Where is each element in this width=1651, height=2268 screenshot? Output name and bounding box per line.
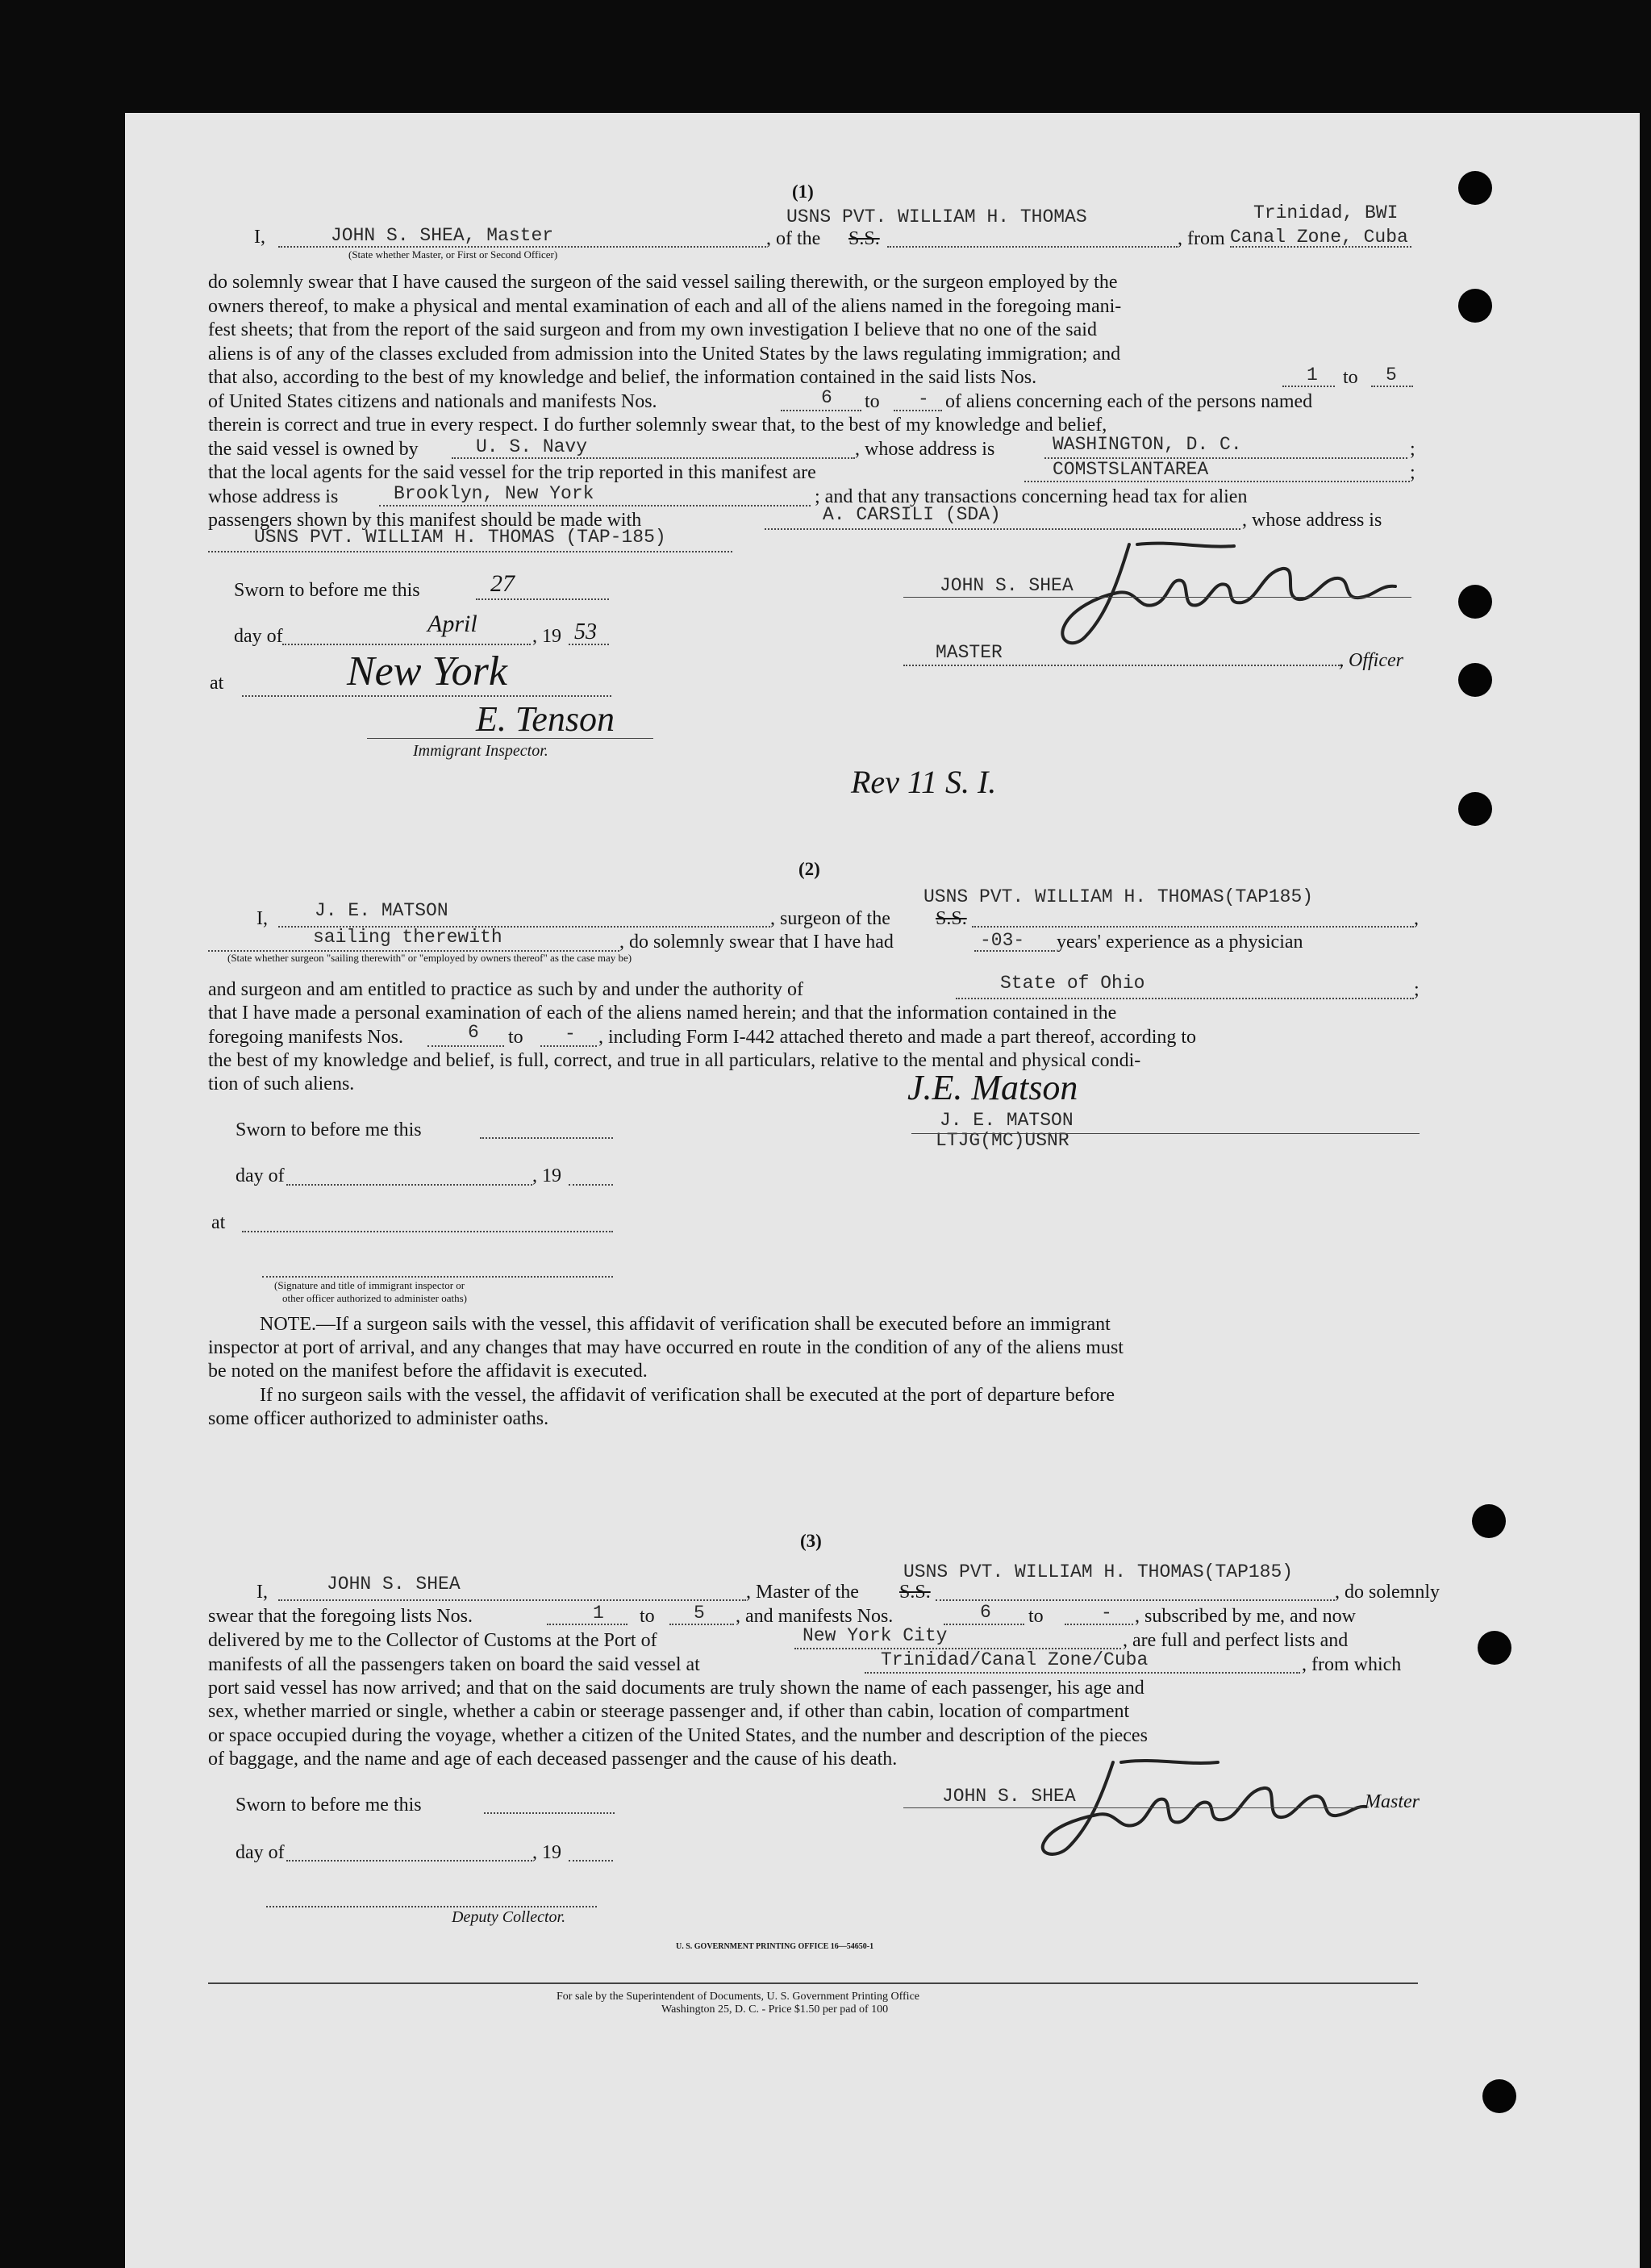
- blank-line: [1024, 481, 1410, 482]
- s3-l2-a: swear that the foregoing lists Nos.: [208, 1606, 473, 1627]
- s3-to-2: to: [1028, 1606, 1044, 1627]
- blank-line: [887, 246, 1178, 248]
- s2-manifests-from: 6: [468, 1022, 479, 1043]
- s2-manifests-to: -: [565, 1024, 576, 1044]
- s1-body-line: whose address is: [208, 486, 339, 507]
- s1-officer: , Officer: [1339, 650, 1403, 671]
- master-signature: [1040, 528, 1403, 657]
- s3-vessel: USNS PVT. WILLIAM H. THOMAS(TAP185): [903, 1561, 1294, 1582]
- s3-lists-to: 5: [694, 1603, 705, 1624]
- s1-whose-address-2: , whose address is: [1242, 510, 1382, 531]
- section-3-number: (3): [800, 1531, 822, 1551]
- sale-line-1: For sale by the Superintendent of Documents, U. S. Government Printing Office: [557, 1991, 919, 2003]
- s3-l2-c: , subscribed by me, and now: [1135, 1606, 1356, 1627]
- s2-ss: S.S.: [936, 908, 967, 929]
- s2-note-3: be noted on the manifest before the affidavit is executed.: [208, 1361, 648, 1382]
- s1-from: , from: [1178, 228, 1225, 249]
- blank-line: [974, 950, 1055, 952]
- s1-headtax-agent: A. CARSILI (SDA): [823, 504, 1001, 525]
- s2-surgeon-name: J. E. MATSON: [315, 900, 448, 921]
- s2-years-tail: years' experience as a physician: [1057, 932, 1303, 953]
- s2-authority: State of Ohio: [1000, 973, 1145, 994]
- s1-headtax-address: USNS PVT. WILLIAM H. THOMAS (TAP-185): [254, 527, 666, 548]
- s2-signer: J. E. MATSON: [940, 1110, 1074, 1131]
- s2-to: to: [508, 1027, 523, 1048]
- s3-I: I,: [256, 1582, 268, 1603]
- semicolon: ;: [1410, 462, 1415, 483]
- s2-body-2: , including Form I-442 attached thereto and made a part thereof, according to: [598, 1027, 1197, 1048]
- s1-body-line: the said vessel is owned by: [208, 439, 419, 460]
- s2-body-4: tion of such aliens.: [208, 1074, 355, 1094]
- s2-sworn: Sworn to before me this: [236, 1119, 422, 1140]
- s1-owner: U. S. Navy: [476, 436, 588, 457]
- s1-owner-address: WASHINGTON, D. C.: [1053, 434, 1242, 455]
- s3-l3-a: delivered by me to the Collector of Customs at the Port of: [208, 1630, 657, 1651]
- s1-inspector-signature: E. Tenson: [476, 699, 615, 739]
- s2-note-1: NOTE.—If a surgeon sails with the vessel, this affidavit of verification shall be executed before an immigrant: [260, 1314, 1111, 1335]
- s1-state-note: (State whether Master, or First or Second Officer): [348, 248, 558, 261]
- s1-whose-address: , whose address is: [855, 439, 995, 460]
- s2-sig-note-1: (Signature and title of immigrant inspector or: [274, 1279, 465, 1291]
- blank-line: [452, 457, 855, 459]
- divider: [208, 1982, 1418, 1984]
- s1-to: to: [1343, 367, 1358, 388]
- s2-body-1: that I have made a personal examination of each of the aliens named herein; and that the information contained in the: [208, 1003, 1117, 1024]
- s1-body-line: do solemnly swear that I have caused the surgeon of the said vessel sailing therewith, or the surgeon employed by the: [208, 272, 1118, 293]
- blank-line: [903, 665, 1343, 666]
- s1-manifests-to: -: [918, 389, 929, 410]
- blank-line: [480, 1137, 613, 1139]
- blank-line: [911, 1133, 1420, 1134]
- blank-line: [956, 998, 1414, 999]
- s2-surgeon-signature: J.E. Matson: [907, 1068, 1078, 1107]
- blank-line: [1282, 386, 1335, 387]
- blank-line: [208, 551, 732, 552]
- blank-line: [936, 1599, 1335, 1601]
- s2-note-2: inspector at port of arrival, and any changes that may have occurred en route in the condition of any of the aliens must: [208, 1337, 1124, 1358]
- section-2-number: (2): [798, 859, 820, 879]
- s1-agents: COMSTSLANTAREA: [1053, 459, 1209, 480]
- blank-line: [1065, 1624, 1133, 1625]
- s1-ss: S.S.: [848, 228, 880, 249]
- punch-hole: [1478, 1631, 1511, 1665]
- s2-note-4: If no surgeon sails with the vessel, the affidavit of verification shall be executed at the port of departure before: [260, 1385, 1115, 1406]
- s1-manifests-from: 6: [821, 387, 832, 408]
- blank-line: [278, 1599, 746, 1601]
- s3-sworn: Sworn to before me this: [236, 1795, 422, 1816]
- s2-authority-line: and surgeon and am entitled to practice as such by and under the authority of: [208, 979, 803, 1000]
- punch-hole: [1458, 289, 1492, 323]
- blank-line: [894, 410, 942, 411]
- s1-lists-from: 1: [1307, 365, 1318, 386]
- s1-body-line: aliens is of any of the classes excluded from admission into the United States by the laws regulating immigration; and: [208, 344, 1121, 365]
- s1-lists-to: 5: [1386, 365, 1397, 386]
- s3-body-line: port said vessel has now arrived; and that on the said documents are truly shown the name of each passenger, his age and: [208, 1678, 1144, 1699]
- s1-day-of: day of: [234, 626, 283, 647]
- s1-at-place: New York: [347, 648, 507, 694]
- s3-l2-b: , and manifests Nos.: [736, 1606, 894, 1627]
- s3-day-of: day of: [236, 1842, 285, 1863]
- s1-sworn-day: 27: [490, 570, 515, 597]
- blank-line: [569, 644, 609, 645]
- s1-body-line: that the local agents for the said vessel for the trip reported in this manifest are: [208, 462, 816, 483]
- punch-hole: [1458, 585, 1492, 619]
- blank-line: [286, 1184, 532, 1186]
- s3-do-solemnly: , do solemnly: [1335, 1582, 1440, 1603]
- s1-rev-note: Rev 11 S. I.: [851, 764, 997, 800]
- s1-signer: JOHN S. SHEA: [940, 575, 1074, 596]
- blank-line: [1230, 246, 1411, 248]
- s2-day-of: day of: [236, 1165, 285, 1186]
- s1-body-line: therein is correct and true in every respect. I do further solemnly swear that, to the best of my knowledge and belief,: [208, 415, 1107, 436]
- blank-line: [262, 1276, 613, 1278]
- s3-deputy: Deputy Collector.: [452, 1908, 566, 1926]
- s3-year-prefix: , 19: [532, 1842, 561, 1863]
- s1-sworn: Sworn to before me this: [234, 580, 420, 601]
- s2-year-prefix: , 19: [532, 1165, 561, 1186]
- s3-l4-a: manifests of all the passengers taken on board the said vessel at: [208, 1654, 700, 1675]
- blank-line: [547, 1624, 627, 1625]
- s3-ss: S.S.: [899, 1582, 931, 1603]
- blank-line: [972, 926, 1414, 928]
- s1-body-line: passengers shown by this manifest should be made with: [208, 510, 642, 531]
- s2-note-5: some officer authorized to administer oaths.: [208, 1408, 549, 1429]
- s3-master-of-the: , Master of the: [746, 1582, 859, 1603]
- s3-manifests-from: 6: [980, 1602, 991, 1623]
- blank-line: [903, 1807, 1367, 1808]
- s1-month: April: [427, 611, 477, 637]
- s2-years: -03-: [980, 930, 1025, 951]
- blank-line: [903, 597, 1411, 598]
- s1-vessel: USNS PVT. WILLIAM H. THOMAS: [786, 206, 1087, 227]
- master-signature-2: [1012, 1746, 1367, 1871]
- s1-year-prefix: , 19: [532, 626, 561, 647]
- blank-line: [282, 644, 531, 645]
- blank-line: [242, 695, 611, 697]
- s2-surgeon-of-the: , surgeon of the: [770, 908, 890, 929]
- s1-from-place-1: Trinidad, BWI: [1253, 202, 1399, 223]
- s2-at: at: [211, 1212, 226, 1233]
- s1-inspector-title: Immigrant Inspector.: [413, 742, 548, 760]
- s1-I: I,: [254, 227, 265, 248]
- blank-line: [242, 1231, 613, 1232]
- s1-body-line: fest sheets; that from the report of the said surgeon and from my own investigation I believe that no one of the said: [208, 319, 1097, 340]
- punch-hole: [1458, 663, 1492, 697]
- s3-body-line: or space occupied during the voyage, whether a citizen of the United States, and the number and description of the pieces: [208, 1725, 1148, 1746]
- s2-sailing: sailing therewith: [313, 927, 502, 948]
- punch-hole: [1458, 171, 1492, 205]
- s2-signer-rank: LTJG(MC)USNR: [936, 1130, 1069, 1151]
- blank-line: [569, 1184, 613, 1186]
- s3-l4-b: , from which: [1302, 1654, 1402, 1675]
- gpo-line: U. S. GOVERNMENT PRINTING OFFICE 16—54650-1: [676, 1942, 874, 1951]
- blank-line: [944, 1624, 1024, 1625]
- s3-manifests-to: -: [1101, 1603, 1112, 1624]
- s3-master-name: JOHN S. SHEA: [327, 1574, 461, 1595]
- sale-line-2: Washington 25, D. C. - Price $1.50 per pad of 100: [661, 2003, 889, 2016]
- s1-body-line: of United States citizens and nationals and manifests Nos.: [208, 391, 657, 412]
- s2-swear: , do solemnly swear that I have had: [619, 932, 894, 953]
- s3-port: New York City: [803, 1625, 948, 1646]
- s3-to: to: [640, 1606, 655, 1627]
- s3-from-place: Trinidad/Canal Zone/Cuba: [881, 1649, 1149, 1670]
- s1-aliens-tail: of aliens concerning each of the persons named: [945, 391, 1313, 412]
- blank-line: [484, 1812, 615, 1814]
- s1-from-place-2: Canal Zone, Cuba: [1230, 227, 1408, 248]
- comma: ,: [1414, 908, 1419, 929]
- s2-manifests-lead: foregoing manifests Nos.: [208, 1027, 403, 1048]
- s2-sig-note-2: other officer authorized to administer oaths): [282, 1292, 467, 1304]
- s1-agent-address: Brooklyn, New York: [394, 483, 594, 504]
- blank-line: [669, 1624, 734, 1625]
- s2-body-3: the best of my knowledge and belief, is full, correct, and true in all particulars, relative to the mental and physical condi-: [208, 1050, 1141, 1071]
- semicolon: ;: [1410, 439, 1415, 460]
- s3-body-line: sex, whether married or single, whether a cabin or steerage passenger and, if other than cabin, location of compartment: [208, 1701, 1130, 1722]
- blank-line: [379, 505, 811, 507]
- s3-lists-from: 1: [593, 1603, 604, 1624]
- s2-state-note: (State whether surgeon "sailing therewith" or "employed by owners thereof" as the case may be): [227, 952, 632, 964]
- s1-body-line: owners thereof, to make a physical and mental examination of each and all of the aliens named in the foregoing mani-: [208, 296, 1122, 317]
- blank-line: [540, 1045, 597, 1047]
- blank-line: [367, 738, 653, 739]
- s1-headtax-text: ; and that any transactions concerning head tax for alien: [815, 486, 1248, 507]
- blank-line: [476, 598, 609, 600]
- s1-master-name: JOHN S. SHEA, Master: [331, 225, 554, 246]
- s1-body-line: that also, according to the best of my knowledge and belief, the information contained in the said lists Nos.: [208, 367, 1037, 388]
- blank-line: [865, 1672, 1300, 1674]
- s3-master-word: Master: [1365, 1791, 1420, 1812]
- blank-line: [1371, 386, 1413, 387]
- s1-of-the: , of the: [766, 228, 821, 249]
- s3-l3-b: , are full and perfect lists and: [1123, 1630, 1349, 1651]
- s2-I: I,: [256, 908, 268, 929]
- blank-line: [278, 246, 766, 248]
- s3-body-line: of baggage, and the name and age of each deceased passenger and the cause of his death.: [208, 1749, 898, 1770]
- punch-hole: [1482, 2079, 1516, 2113]
- s3-signer: JOHN S. SHEA: [942, 1786, 1076, 1807]
- s1-to-2: to: [865, 391, 880, 412]
- punch-hole: [1472, 1504, 1506, 1538]
- s1-year-suffix: 53: [574, 619, 597, 644]
- s2-vessel: USNS PVT. WILLIAM H. THOMAS(TAP185): [923, 886, 1314, 907]
- blank-line: [781, 410, 861, 411]
- s1-at: at: [210, 673, 224, 694]
- s1-signer-title: MASTER: [936, 642, 1003, 663]
- blank-line: [569, 1860, 613, 1862]
- section-1-number: (1): [792, 181, 814, 202]
- punch-hole: [1458, 792, 1492, 826]
- blank-line: [286, 1860, 532, 1862]
- blank-line: [427, 1045, 504, 1047]
- semicolon: ;: [1414, 979, 1420, 1000]
